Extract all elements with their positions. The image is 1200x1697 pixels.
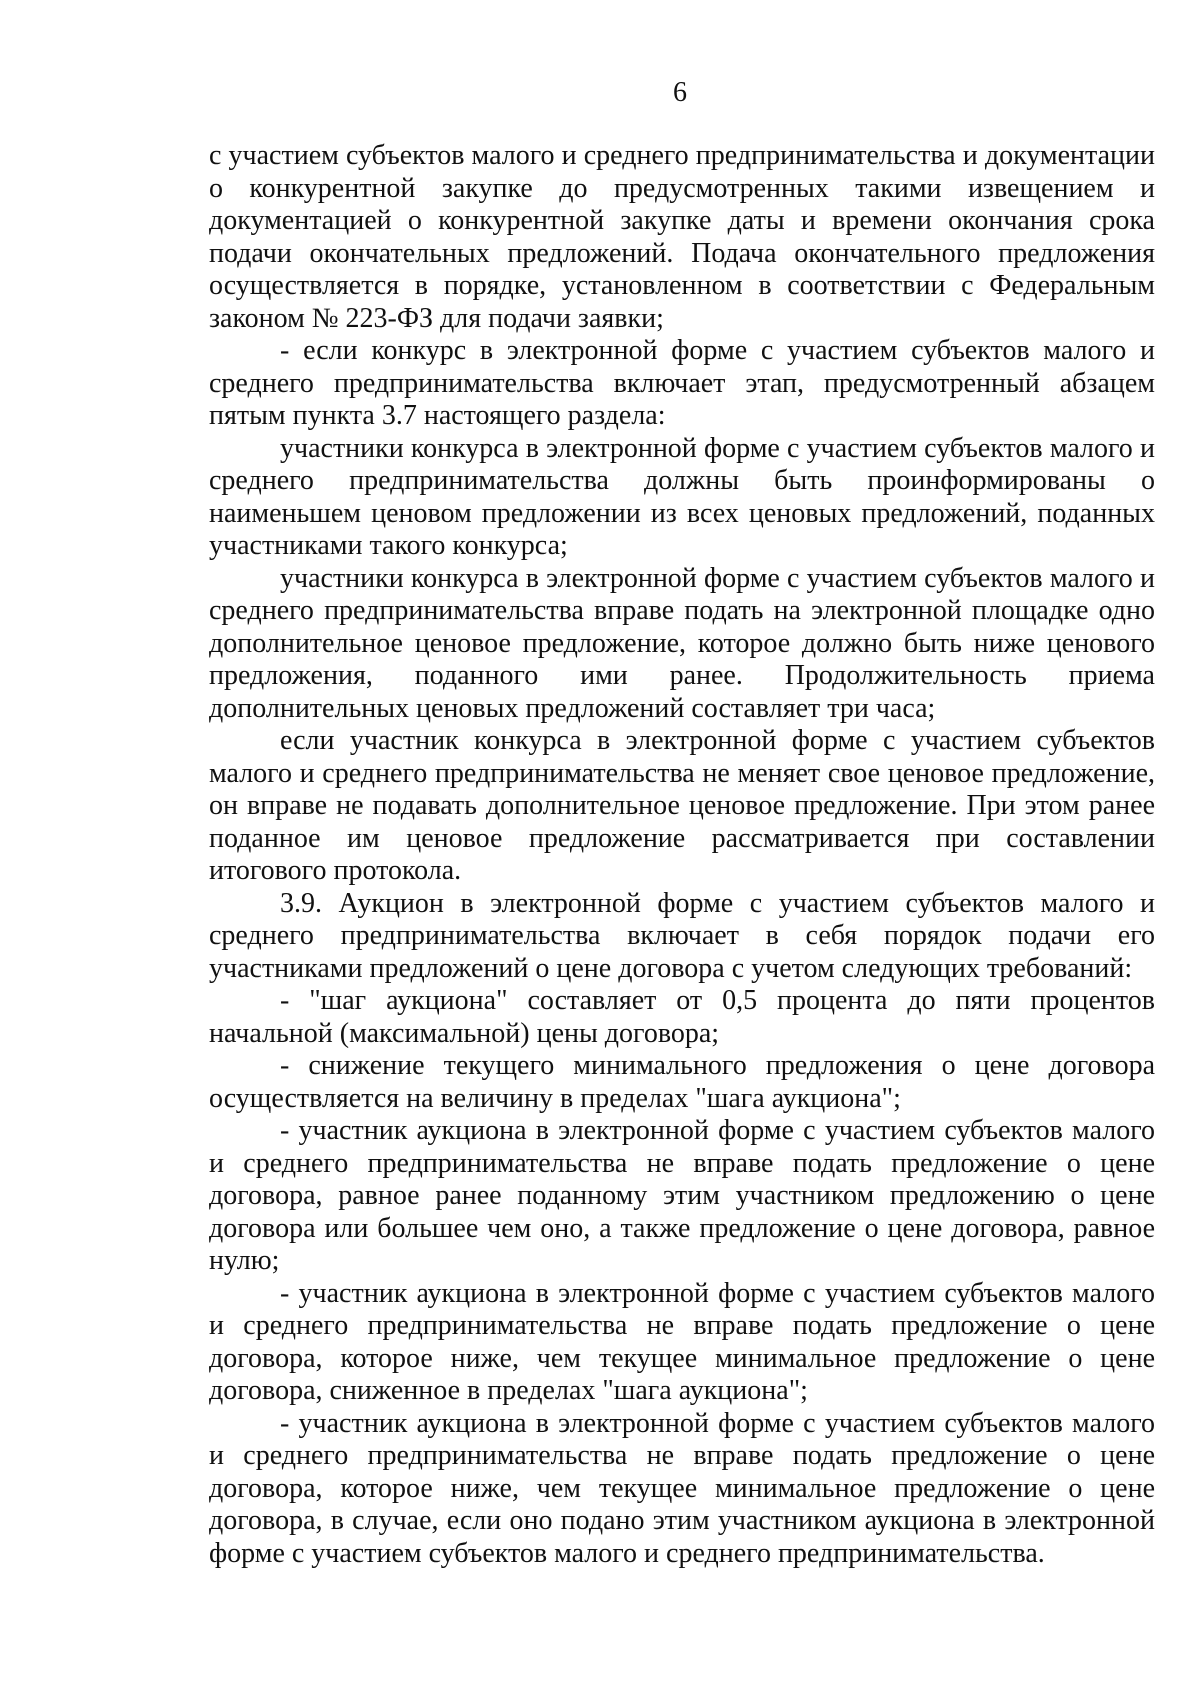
page-number: 6 (673, 77, 687, 108)
paragraph-no-change: если участник конкурса в электронной форме с участием субъектов малого и среднего предпринимательства не меняет свое ценовое предложение, он вправе не подавать дополнительное ценовое предложение. При этом ранее поданное им ценовое предложение рассматривается при составлении итогового протокола. (209, 725, 1155, 886)
paragraph-no-lower-offer: - участник аукциона в электронной форме с участием субъектов малого и среднего предпринимательства не вправе подать предложение о цене договора, которое ниже, чем текущее минимальное предложение о цене договора, сниженное в пределах "шага аукциона"; (209, 1277, 1155, 1406)
paragraph-continuation: с участием субъектов малого и среднего предпринимательства и документации о конкурентной закупке до предусмотренных такими извещением и документацией о конкурентной закупке даты и времени окончания срока подачи окончательных предложений. Подача окончательного предложения осуществляется в порядке, установленном в соответствии с Федеральным законом № 223-ФЗ для подачи заявки; (209, 140, 1155, 334)
paragraph-price-reduction: - снижение текущего минимального предложения о цене договора осуществляется на величину в пределах "шага аукциона"; (209, 1050, 1155, 1114)
paragraph-participants-informed: участники конкурса в электронной форме с участием субъектов малого и среднего предпринимательства должны быть проинформированы о наименьшем ценовом предложении из всех ценовых предложений, поданных участниками такого конкурса; (209, 432, 1155, 561)
paragraph-no-equal-offer: - участник аукциона в электронной форме с участием субъектов малого и среднего предпринимательства не вправе подать предложение о цене договора, равное ранее поданному этим участником предложению о цене договора или большее чем оно, а также предложение о цене договора, равное нулю; (209, 1115, 1155, 1276)
paragraph-own-offer: - участник аукциона в электронной форме с участием субъектов малого и среднего предпринимательства не вправе подать предложение о цене договора, которое ниже, чем текущее минимальное предложение о цене договора, в случае, если оно подано этим участником аукциона в электронной форме с участием субъектов малого и среднего предпринимательства. (209, 1407, 1155, 1569)
paragraph-section-3-9: 3.9. Аукцион в электронной форме с участием субъектов малого и среднего предпринимательства включает в себя порядок подачи его участниками предложений о цене договора с учетом следующих требований: (209, 887, 1155, 984)
paragraph-auction-step: - "шаг аукциона" составляет от 0,5 процента до пяти процентов начальной (максимальной) цены договора; (209, 985, 1155, 1049)
document-body (209, 140, 1155, 1570)
paragraph-additional-offer: участники конкурса в электронной форме с участием субъектов малого и среднего предпринимательства вправе подать на электронной площадке одно дополнительное ценовое предложение, которое должно быть ниже ценового предложения, поданного ими ранее. Продолжительность приема дополнительных ценовых предложений составляет три часа; (209, 562, 1155, 724)
paragraph-stage-condition: - если конкурс в электронной форме с участием субъектов малого и среднего предпринимательства включает этап, предусмотренный абзацем пятым пункта 3.7 настоящего раздела: (209, 335, 1155, 431)
